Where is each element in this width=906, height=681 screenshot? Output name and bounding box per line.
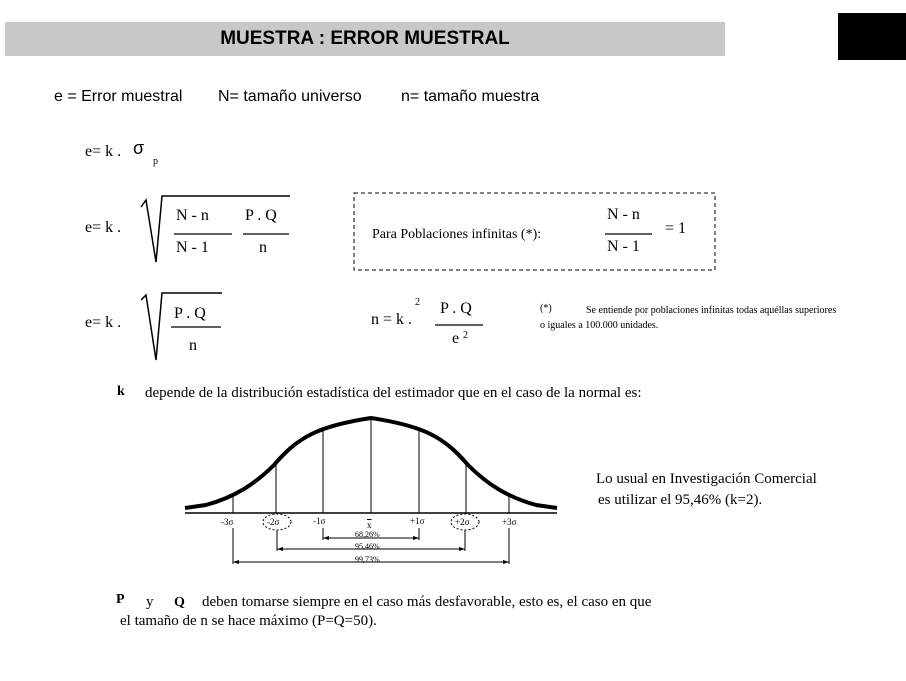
formula2-den2: n: [259, 239, 267, 256]
formula4-lhs: n = k .: [371, 311, 413, 328]
infinite-label: Para Poblaciones infinitas (*):: [372, 227, 542, 242]
page-title: MUESTRA : ERROR MUESTRAL: [220, 28, 510, 49]
tick-minus3sigma: -3σ: [221, 517, 234, 527]
usual-note-line2: es utilizar el 95,46% (k=2).: [598, 492, 763, 508]
y-word: y: [146, 594, 154, 610]
infinite-num: N - n: [607, 206, 640, 223]
pct-95: 95,46%: [355, 542, 380, 551]
formula3-den: n: [189, 337, 197, 354]
k-description: depende de la distribución estadística del estimador que en el caso de la normal es:: [145, 385, 642, 401]
tick-mean: $\overline{x}$: [367, 520, 372, 530]
tick-minus2sigma: -2σ: [267, 517, 280, 527]
tick-plus1sigma: +1σ: [410, 516, 425, 526]
formula4-exponent: 2: [415, 297, 420, 308]
tick-plus2sigma: +2σ: [455, 517, 470, 527]
pct-68: 68,26%: [355, 530, 380, 539]
formula4-den-exponent: 2: [463, 330, 468, 341]
definition-e: e = Error muestral: [54, 88, 183, 105]
usual-note-line1: Lo usual en Investigación Comercial: [596, 471, 817, 487]
formula3-num: P . Q: [174, 305, 206, 322]
p-symbol: P: [116, 592, 125, 607]
formula2-num2: P . Q: [245, 207, 277, 224]
infinite-den: N - 1: [607, 238, 640, 255]
q-symbol: Q: [174, 595, 185, 610]
tick-plus3sigma: +3σ: [502, 517, 517, 527]
formula3-lhs: e= k .: [85, 314, 122, 331]
formula1-lhs: e= k .: [85, 143, 122, 160]
formula1-subscript: p: [153, 156, 158, 167]
infinite-result: = 1: [665, 220, 687, 237]
formula2-lhs: e= k .: [85, 219, 122, 236]
pq-line1: deben tomarse siempre en el caso más desfavorable, esto es, el caso en que: [202, 594, 652, 610]
formula1-sigma: σ: [133, 138, 145, 158]
definition-n: n= tamaño muestra: [401, 88, 540, 105]
pct-99: 99,73%: [355, 555, 380, 564]
formula4-den: e: [452, 330, 460, 347]
k-symbol: k: [117, 384, 125, 399]
definition-N: N= tamaño universo: [218, 88, 362, 105]
formula2-num1: N - n: [176, 207, 209, 224]
tick-minus1sigma: -1σ: [313, 516, 326, 526]
sqrt-sign-formula2: [141, 196, 290, 262]
pq-line2: el tamaño de n se hace máximo (P=Q=50).: [120, 613, 377, 629]
footnote-text: Se entiende por poblaciones infinitas todas aquéllas superiores o iguales a 100.000 unidades.: [540, 305, 837, 331]
footnote-mark: (*): [540, 303, 552, 314]
formula2-den1: N - 1: [176, 239, 209, 256]
formula4-num: P . Q: [440, 300, 472, 317]
